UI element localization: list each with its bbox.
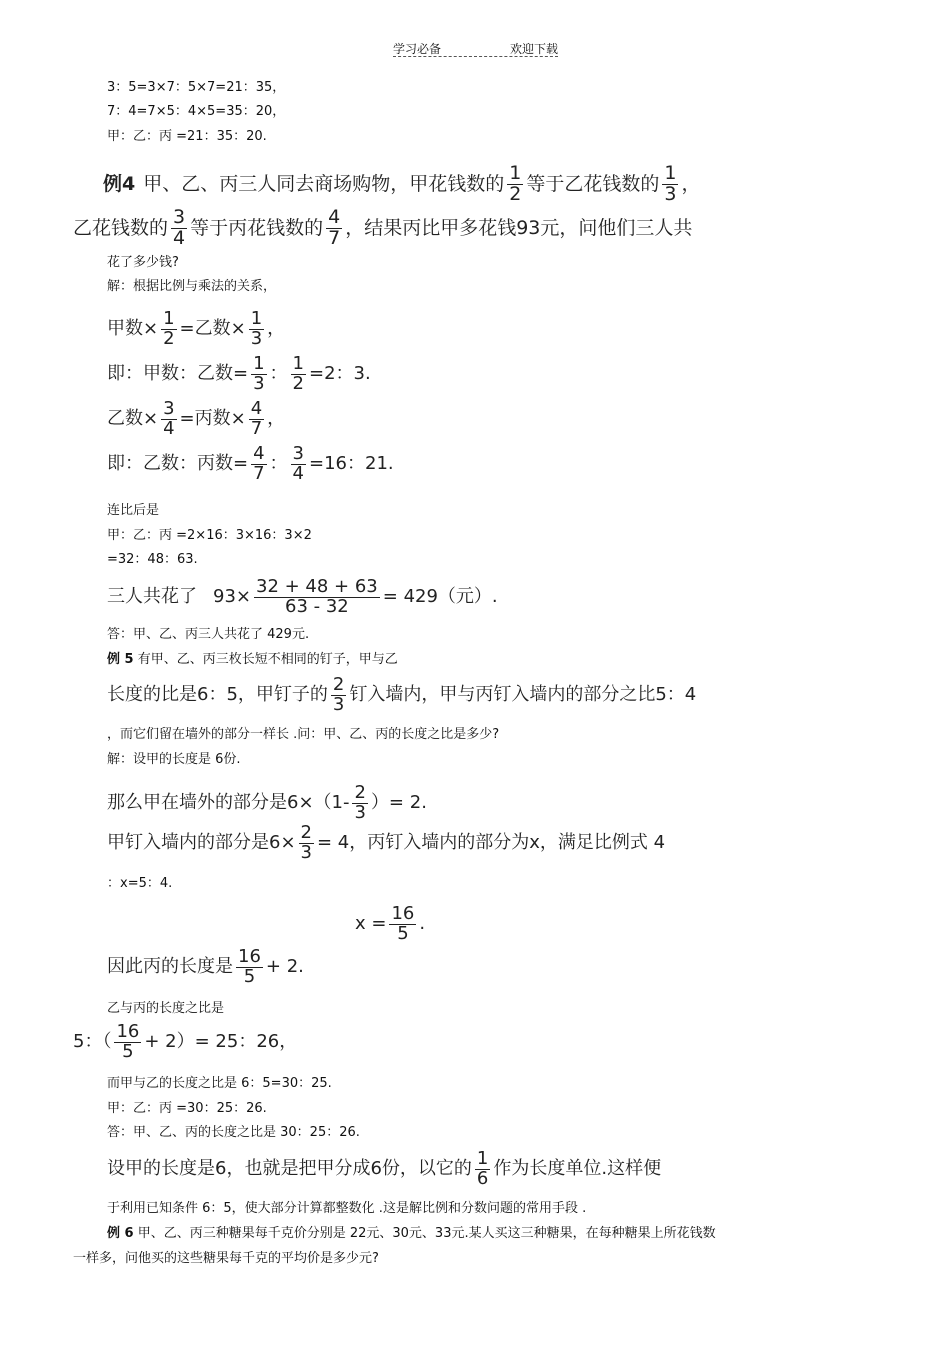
proportion-line: ：x=5：4. xyxy=(107,876,173,891)
equation-4: 即：乙数：丙数= $\frac{4}{7}$ ： $\frac{3}{4}$ =16：21. xyxy=(107,443,394,484)
example-5-question: ，而它们留在墙外的部分一样长 .问：甲、乙、丙的长度之比是多少? xyxy=(107,727,500,742)
step-inside-part: 甲钉入墙内的部分是6× $\frac{2}{3}$ = 4，丙钉入墙内的部分为x，满足比例式 4 xyxy=(107,822,666,863)
final-ratio-line: 甲：乙：丙 =30：25：26. xyxy=(107,1101,267,1116)
remark-line-2: 于利用已知条件 6：5，使大部分计算都整数化 .这是解比例和分数问题的常用手段 . xyxy=(107,1201,587,1216)
page-header xyxy=(393,40,558,57)
step-outside-part: 那么甲在墙外的部分是6×（1- $\frac{2}{3}$ ）= 2. xyxy=(107,782,427,823)
example-4-text-e: 等于丙花钱数的 xyxy=(190,217,324,240)
example-4-line-2 xyxy=(73,208,692,249)
fraction-3-4: $\frac{3}{4}$ xyxy=(173,206,186,249)
example-4-line-1 xyxy=(103,164,700,205)
example-5-line-1: 例 5 有甲、乙、丙三枚长短不相同的钉子，甲与乙 xyxy=(107,652,398,667)
length-c-equation: 因此丙的长度是 $\frac{16}{5}$ + 2. xyxy=(107,946,304,987)
example-5-label: 例 5 xyxy=(107,652,134,667)
example-6-line-2: 一样多，问他买的这些糖果每千克的平均价是多少元? xyxy=(73,1251,379,1266)
example-4-label: 例4 xyxy=(103,173,136,196)
header-left: 学习必备 xyxy=(393,42,442,56)
continued-ratio-label: 连比后是 xyxy=(107,503,160,518)
ratio-line-1: 3：5=3×7：5×7=21：35， xyxy=(107,80,286,95)
continued-ratio-line-2: =32：48：63. xyxy=(107,552,198,567)
example-6-line-1: 例 6 甲、乙、丙三种糖果每千克价分别是 22元、30元、33元.某人买这三种糖果，在每种糖果上所花钱数 xyxy=(107,1226,716,1241)
ratio-line-2: 7：4=7×5：4×5=35：20， xyxy=(107,104,286,119)
ratio-a-b-line: 而甲与乙的长度之比是 6：5=30：25. xyxy=(107,1076,332,1091)
equation-3: 乙数× $\frac{3}{4}$ =丙数× $\frac{4}{7}$ ， xyxy=(107,398,286,439)
example-4-question: 花了多少钱? xyxy=(107,255,179,270)
remark-line-1: 设甲的长度是6，也就是把甲分成6份，以它的 $\frac{1}{6}$ 作为长度单位.这样便 xyxy=(107,1148,662,1189)
ratio-line-3: 甲：乙：丙 =21：35：20. xyxy=(107,129,267,144)
solution-4-intro: 解：根据比例与乘法的关系， xyxy=(107,279,277,294)
answer-4: 答：甲、乙、丙三人共花了 429元. xyxy=(107,627,310,642)
example-4-text-d: 乙花钱数的 xyxy=(73,217,169,240)
fraction-4-7: $\frac{4}{7}$ xyxy=(328,206,341,249)
continued-ratio-line-1: 甲：乙：丙 =2×16：3×16：3×2 xyxy=(107,528,312,543)
fraction-1-3: $\frac{1}{3}$ xyxy=(664,162,677,205)
fraction-1-2: $\frac{1}{2}$ xyxy=(509,162,522,205)
example-6-label: 例 6 xyxy=(107,1226,134,1241)
ratio-b-c-label: 乙与丙的长度之比是 xyxy=(107,1001,225,1016)
example-4-text-c: ， xyxy=(681,173,701,196)
x-value-equation: x = $\frac{16}{5}$ . xyxy=(355,903,426,944)
example-5-line-2: 长度的比是6：5，甲钉子的 $\frac{2}{3}$ 钉入墙内，甲与丙钉入墙内的部分之比5：4 xyxy=(107,674,697,715)
ratio-b-c-equation: 5：（ $\frac{16}{5}$ + 2）= 25：26， xyxy=(73,1021,298,1062)
example-4-text-f: ，结果丙比甲多花钱93元，问他们三人共 xyxy=(345,217,693,240)
equation-1: 甲数× $\frac{1}{2}$ =乙数× $\frac{1}{3}$ ， xyxy=(107,308,286,349)
answer-5: 答：甲、乙、丙的长度之比是 30：25：26. xyxy=(107,1125,360,1140)
example-4-text-a: 甲、乙、丙三人同去商场购物，甲花钱数的 xyxy=(143,173,505,196)
total-equation: 三人共花了 93× $\frac{32 + 48 + 63}{63 - 32}$ = 429（元）. xyxy=(107,576,498,617)
example-4-text-b: 等于乙花钱数的 xyxy=(526,173,660,196)
equation-2: 即：甲数：乙数= $\frac{1}{3}$ ： $\frac{1}{2}$ =2：3. xyxy=(107,353,371,394)
header-right: 欢迎下载 xyxy=(509,42,558,56)
solution-5-intro: 解：设甲的长度是 6份. xyxy=(107,752,241,767)
